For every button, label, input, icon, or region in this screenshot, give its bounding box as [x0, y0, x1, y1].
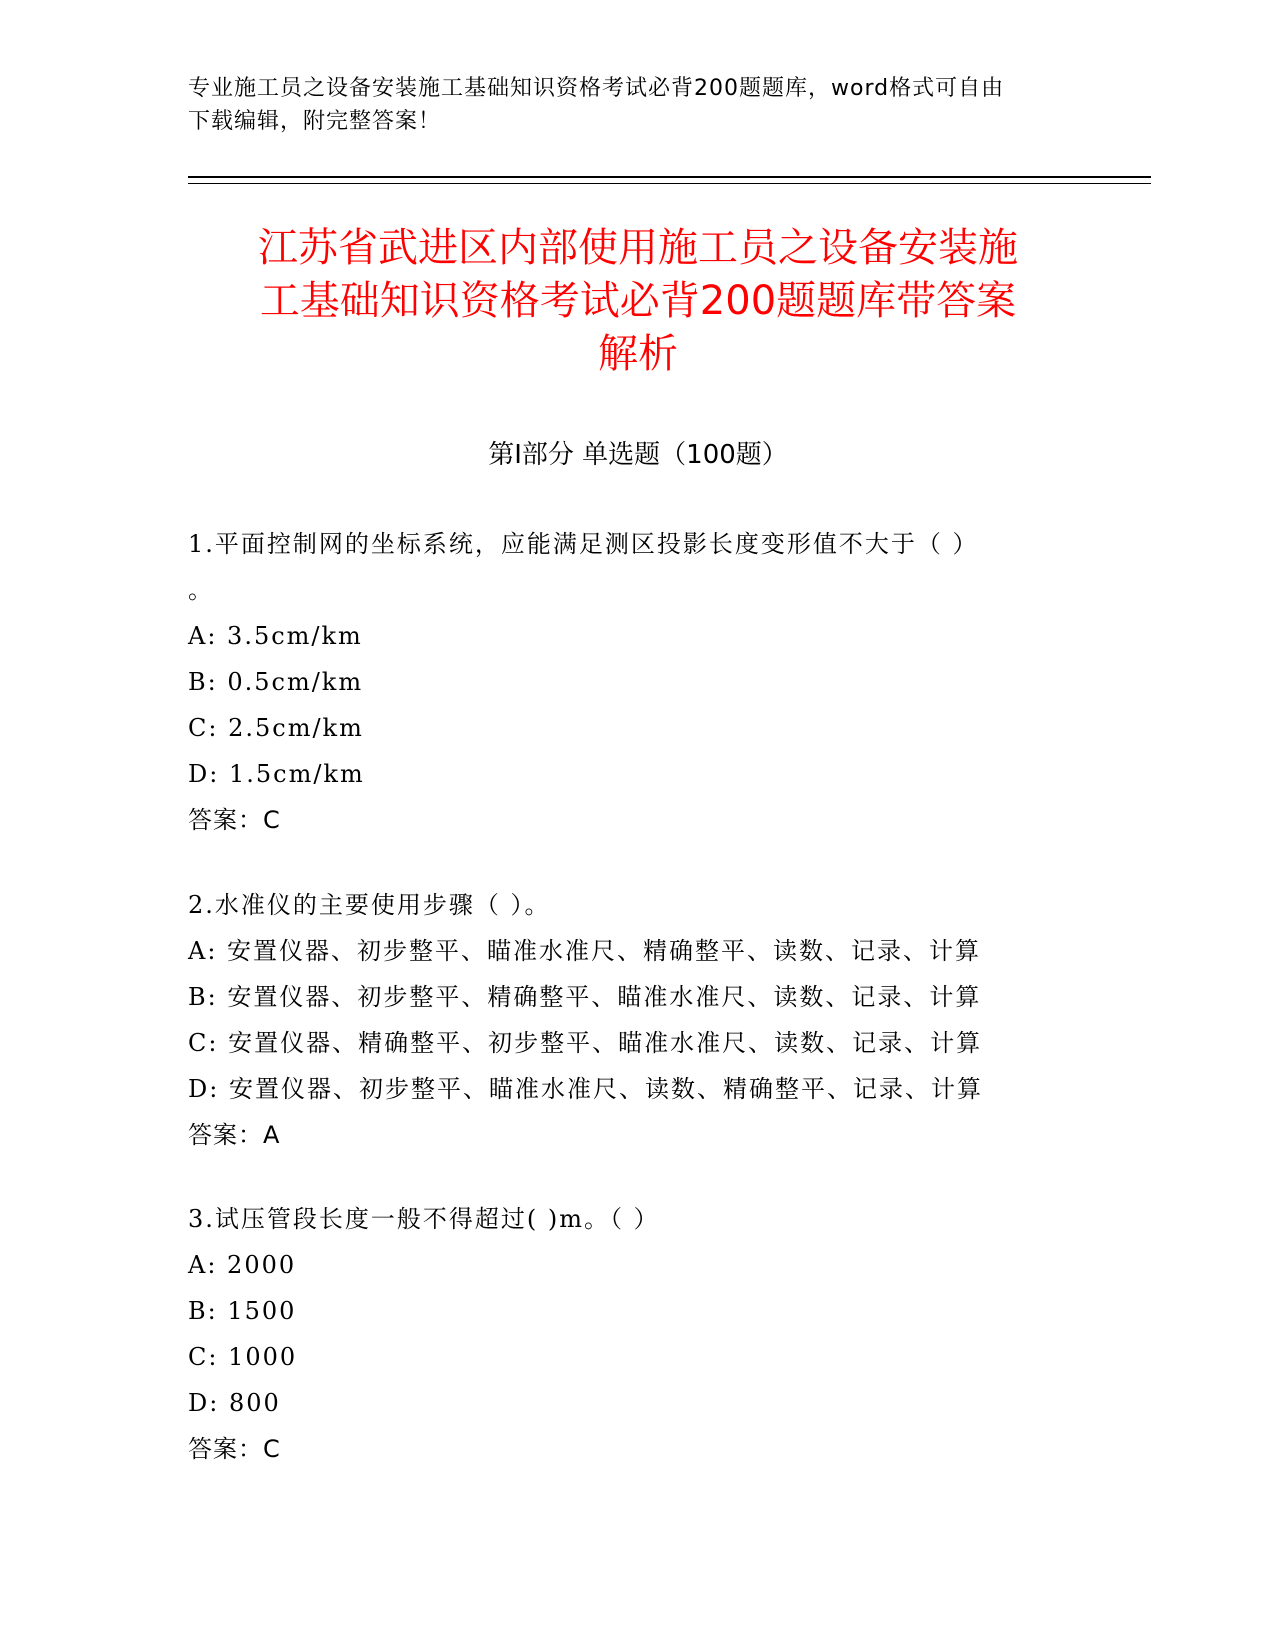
header-line-1: 专业施工员之设备安装施工基础知识资格考试必背200题题库，word格式可自由 [188, 76, 1005, 101]
option-b: B: 安置仪器、初步整平、精确整平、瞄准水准尺、读数、记录、计算 [188, 983, 982, 1011]
option-d: D: 安置仪器、初步整平、瞄准水准尺、读数、精确整平、记录、计算 [188, 1075, 983, 1103]
question-1 [188, 521, 1088, 843]
document-title [188, 222, 1088, 381]
question-2 [188, 882, 1088, 1158]
title-line-3: 解析 [598, 331, 678, 377]
question-stem: 2.水准仪的主要使用步骤（ ）。 [188, 891, 551, 919]
section-heading: 第Ⅰ部分 单选题（100题） [488, 440, 788, 470]
option-c: C: 1000 [188, 1343, 298, 1371]
answer: 答案：C [188, 806, 281, 834]
option-b: B: 1500 [188, 1297, 297, 1325]
header-divider-thick [188, 176, 1151, 178]
answer: 答案：C [188, 1435, 281, 1463]
header-line-2: 下载编辑，附完整答案！ [188, 109, 442, 134]
title-line-1: 江苏省武进区内部使用施工员之设备安装施 [258, 225, 1018, 271]
question-stem: 3.试压管段长度一般不得超过( )m。（ ） [188, 1205, 660, 1233]
option-c: C: 2.5cm/km [188, 714, 364, 742]
question-3 [188, 1196, 1088, 1472]
option-a: A: 2000 [188, 1251, 297, 1279]
option-c: C: 安置仪器、精确整平、初步整平、瞄准水准尺、读数、记录、计算 [188, 1029, 983, 1057]
header-divider-thin [188, 183, 1151, 184]
option-d: D: 1.5cm/km [188, 760, 365, 788]
option-a: A: 安置仪器、初步整平、瞄准水准尺、精确整平、读数、记录、计算 [188, 937, 982, 965]
question-stem: 1.平面控制网的坐标系统，应能满足测区投影长度变形值不大于（ ） [188, 530, 979, 558]
option-d: D: 800 [188, 1389, 281, 1417]
option-b: B: 0.5cm/km [188, 668, 364, 696]
page-header [188, 72, 1088, 138]
question-stem-continuation: 。 [188, 576, 214, 604]
option-a: A: 3.5cm/km [188, 622, 363, 650]
answer: 答案：A [188, 1121, 281, 1149]
title-line-2: 工基础知识资格考试必背200题题库带答案 [259, 278, 1017, 324]
